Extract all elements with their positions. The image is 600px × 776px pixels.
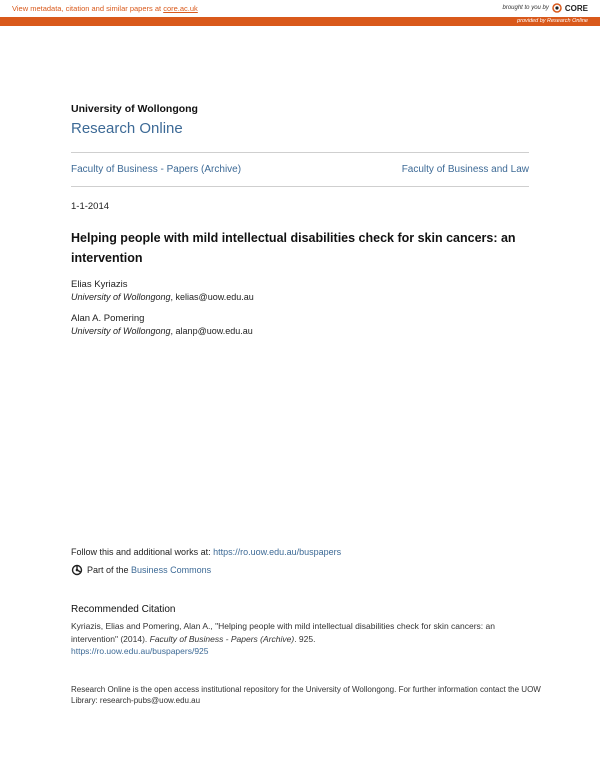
part-of-collection: Part of the Business Commons — [71, 564, 211, 576]
network-icon — [71, 564, 83, 576]
repository-link[interactable]: Research Online — [71, 120, 183, 137]
publication-date: 1-1-2014 — [71, 201, 110, 212]
follow-works: Follow this and additional works at: https://ro.uow.edu.au/buspapers — [71, 547, 342, 557]
provider-bar — [0, 17, 600, 26]
author-affiliation: University of Wollongong, alanp@uow.edu.au — [71, 326, 253, 336]
core-logo-icon — [552, 3, 562, 13]
repository-footer: Research Online is the open access institutional repository for the University of Wollongong. For further information contact the UOW Library: research-pubs@uow.edu.au — [71, 685, 541, 705]
brought-by-core[interactable]: brought to you by CORE — [502, 3, 588, 13]
institution-name: University of Wollongong — [71, 103, 198, 115]
citation-url-link[interactable]: https://ro.uow.edu.au/buspapers/925 — [71, 646, 209, 656]
faculty-archive-link[interactable]: Faculty of Business - Papers (Archive) — [71, 164, 242, 175]
paper-title: Helping people with mild intellectual disabilities check for skin cancers: an intervention — [71, 231, 516, 265]
business-commons-link[interactable]: Business Commons — [131, 565, 212, 575]
author-name: Elias Kyriazis — [71, 279, 128, 290]
divider — [71, 186, 529, 187]
recommended-citation-heading: Recommended Citation — [71, 604, 176, 615]
author-name: Alan A. Pomering — [71, 313, 145, 324]
buspapers-link[interactable]: https://ro.uow.edu.au/buspapers — [213, 547, 342, 557]
provided-by-link[interactable]: provided by Research Online — [517, 18, 588, 24]
citation-text: Kyriazis, Elias and Pomering, Alan A., "Helping people with mild intellectual disabilities check for skin cancers: an intervention" (2014). Faculty of Business - Papers (Archive). 925. https://ro.uow.edu.au/buspapers/925 — [71, 621, 495, 656]
author-affiliation: University of Wollongong, kelias@uow.edu.au — [71, 292, 254, 302]
core-metadata-link[interactable]: View metadata, citation and similar papers at core.ac.uk — [12, 4, 198, 13]
faculty-business-law-link[interactable]: Faculty of Business and Law — [401, 164, 529, 175]
divider — [71, 152, 529, 153]
